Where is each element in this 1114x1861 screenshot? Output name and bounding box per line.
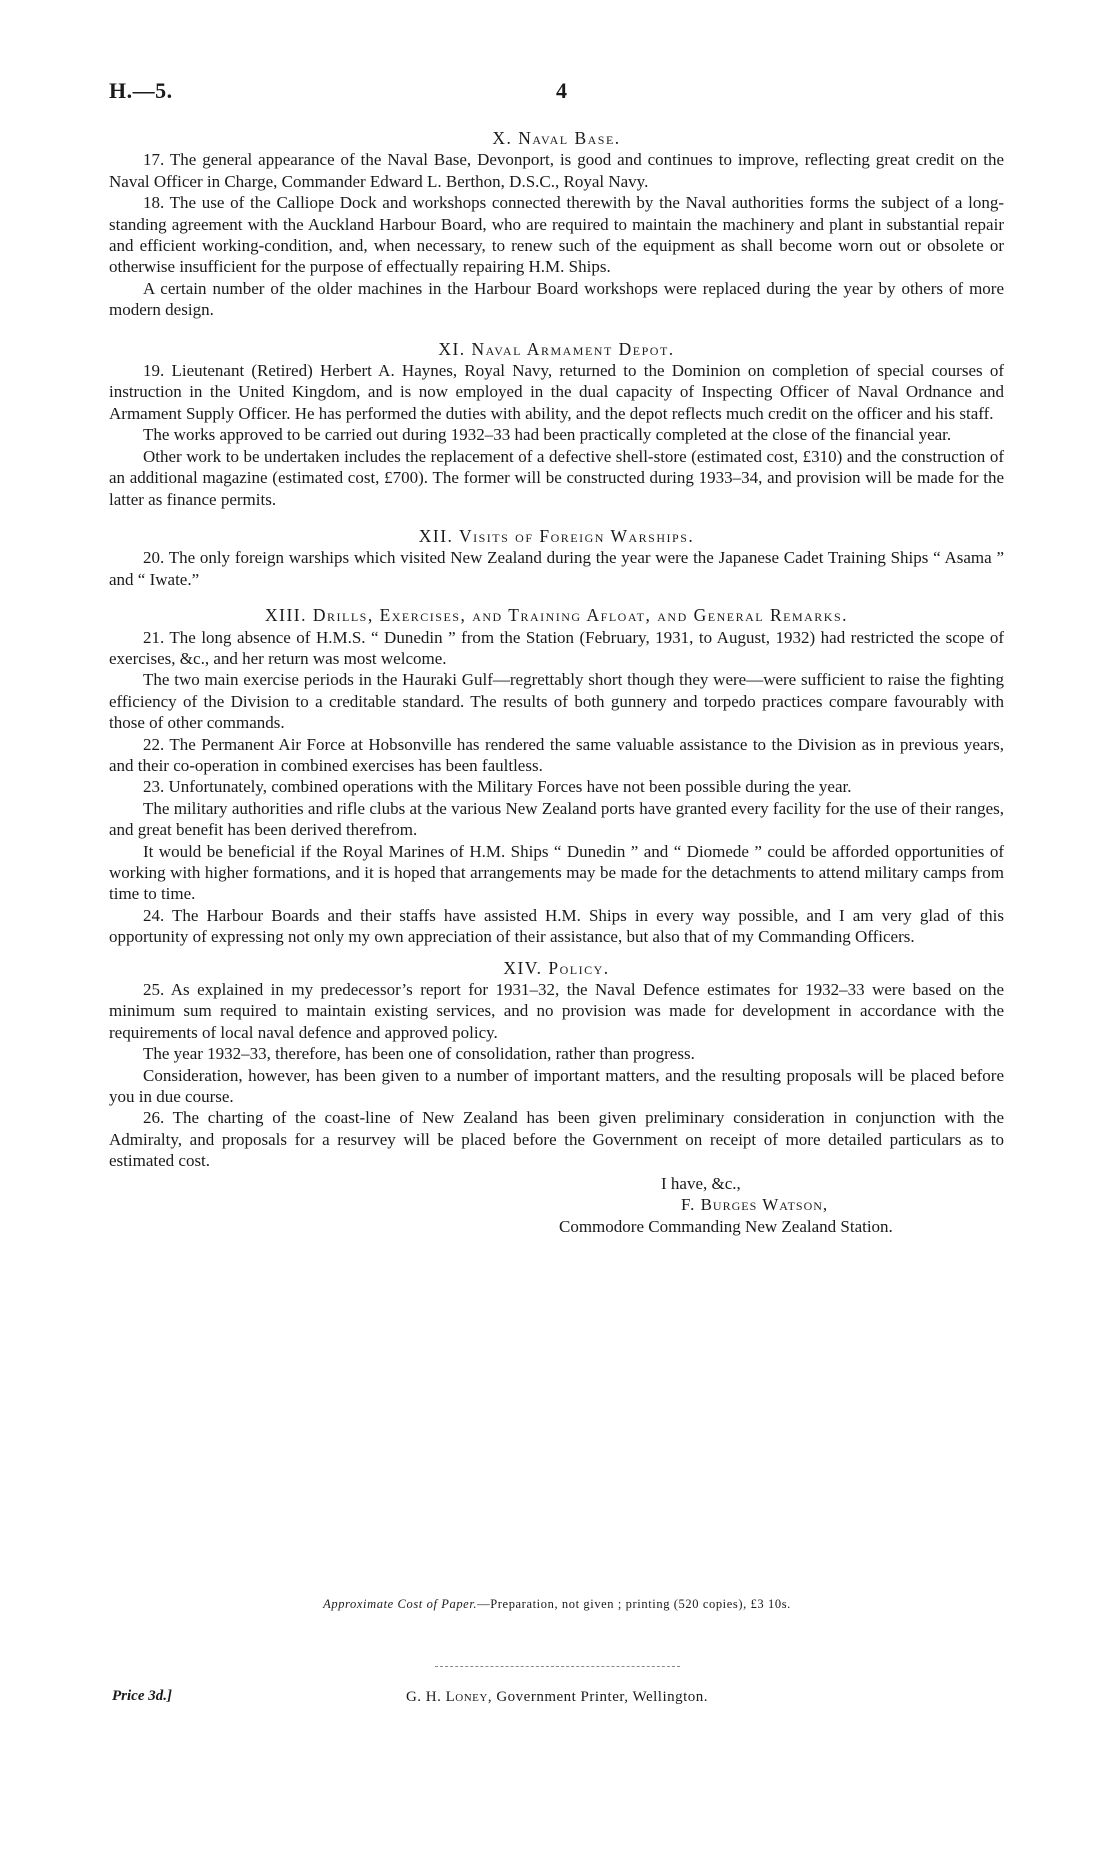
paragraph: The works approved to be carried out during 1932–33 had been practically completed at the close of the financial year. [143,425,952,445]
section-heading-policy: XIV. Policy. [503,957,610,978]
signature-title: Commodore Commanding New Zealand Station. [559,1216,893,1236]
report-body [109,128,1004,1237]
section-heading-visits-of-foreign-warships: XII. Visits of Foreign Warships. [418,525,695,546]
paragraph: The year 1932–33, therefore, has been one of consolidation, rather than progress. [143,1044,695,1064]
paragraph: It would be beneficial if the Royal Marines of H.M. Ships “ Dunedin ” and “ Diomede ” could be afforded opportunities of working with higher formations, and it is hoped that arrangements may be made for the detachments to attend military camps from time to time. [109,841,1004,904]
paragraph: The two main exercise periods in the Hauraki Gulf—regrettably short though they were—were sufficient to raise the fighting efficiency of the Division to a creditable standard. The results of both gunnery and torpedo practices compare favourably with those of other commands. [109,670,1004,733]
signature-name: F. Burges Watson, [681,1195,829,1215]
paragraph: Other work to be undertaken includes the replacement of a defective shell-store (estimated cost, £310) and the construction of an additional magazine (estimated cost, £700). The former will be constructed during 1933–34, and provision will be made for the latter as finance permits. [109,446,1004,509]
cost-label: Approximate Cost of Paper. [323,1597,478,1611]
paragraph: A certain number of the older machines in the Harbour Board workshops were replaced during the year by others of more modern design. [109,278,1004,320]
paragraph: 20. The only foreign warships which visited New Zealand during the year were the Japanese Cadet Training Ships “ Asama ” and “ Iwate.” [109,548,1004,589]
paragraph: 18. The use of the Calliope Dock and workshops connected therewith by the Naval authorities forms the subject of a long-standing agreement with the Auckland Harbour Board, who are required to maintain the machinery and plant in substantial repair and efficient working-condition, and, when necessary, to renew such of the equipment as shall become worn out or obsolete or otherwise insufficient for the purpose of effectually repairing H.M. Ships. [109,193,1004,277]
section-heading-naval-base: X. Naval Base. [492,128,621,148]
paragraph: 23. Unfortunately, combined operations with the Military Forces have not been possible during the year. [143,777,852,797]
page-number: 4 [556,78,567,103]
section-heading-drills-exercises: XIII. Drills, Exercises, and Training Afloat, and General Remarks. [264,605,849,626]
printer-name: G. H. Loney, [405,1689,493,1705]
paragraph: 19. Lieutenant (Retired) Herbert A. Haynes, Royal Navy, returned to the Dominion on completion of special courses of instruction in the United Kingdom, and is now employed in the dual capacity of Inspecting Officer of Naval Ordnance and Armament Supply Officer. He has performed the duties with ability, and the depot reflects much credit on the officer and his staff. [109,361,1004,423]
printer-imprint [0,1689,1114,1706]
paragraph: 24. The Harbour Boards and their staffs have assisted H.M. Ships in every way possible, and I am very glad of this opportunity of expressing not only my own appreciation of their assistance, but also that of my Commanding Officers. [109,905,1004,947]
paragraph: 25. As explained in my predecessor’s report for 1931–32, the Naval Defence estimates for 1932–33 were based on the minimum sum required to maintain existing services, and no provision was made for development in accordance with the requirements of local naval defence and approved policy. [109,980,1004,1042]
price-note: Price 3d.] [112,1688,172,1704]
dotted-divider [435,1666,680,1667]
paragraph: The military authorities and rifle clubs at the various New Zealand ports have granted every facility for the use of their ranges, and great benefit has been derived therefrom. [109,798,1004,840]
signature-block [109,1173,1004,1237]
paragraph: 22. The Permanent Air Force at Hobsonville has rendered the same valuable assistance to the Division as in previous years, and their co-operation in combined exercises has been faultless. [109,734,1004,775]
paragraph: 17. The general appearance of the Naval Base, Devonport, is good and continues to improve, reflecting great credit on the Naval Officer in Charge, Commander Edward L. Berthon, D.S.C., Royal Navy. [109,150,1004,191]
signature-closing: I have, &c., [661,1173,741,1193]
document-reference: H.—5. [109,78,173,103]
paragraph: 21. The long absence of H.M.S. “ Dunedin ” from the Station (February, 1931, to August, 1932) had restricted the scope of exercises, &c., and her return was most welcome. [109,627,1004,668]
cost-text: —Preparation, not given ; printing (520 copies), £3 10s. [477,1597,791,1611]
printer-details: Government Printer, Wellington. [492,1689,709,1705]
paragraph: 26. The charting of the coast-line of New Zealand has been given preliminary consideration in conjunction with the Admiralty, and proposals for a resurvey will be placed before the Government on receipt of more detailed particulars as to estimated cost. [109,1108,1004,1171]
paragraph: Consideration, however, has been given to a number of important matters, and the resulting proposals will be placed before you in due course. [109,1065,1004,1107]
section-heading-naval-armament-depot: XI. Naval Armament Depot. [438,338,675,359]
approximate-cost-note [0,1597,1114,1612]
